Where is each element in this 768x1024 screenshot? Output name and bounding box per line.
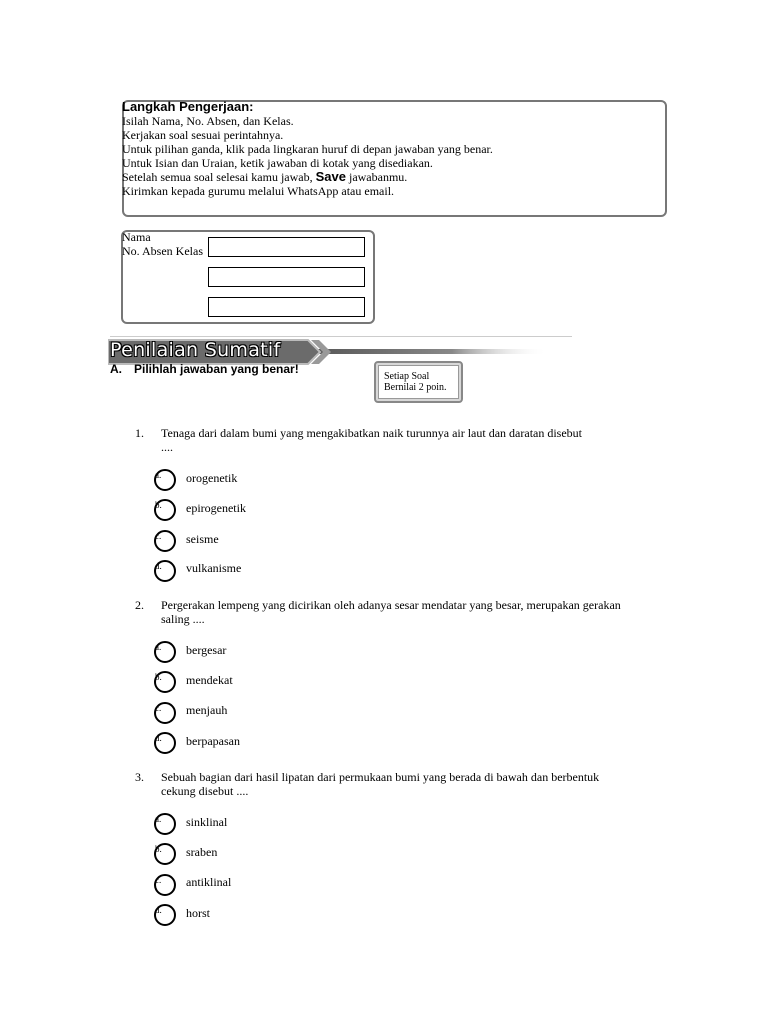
question-text	[161, 598, 661, 626]
instruction-line: Kerjakan soal sesuai perintahnya.	[122, 128, 284, 142]
save-keyword: Save	[315, 169, 346, 184]
option-letter: b.	[155, 672, 162, 682]
option-text: mendekat	[186, 673, 233, 687]
question-line: Pergerakan lempeng yang dicirikan oleh adanya sesar mendatar yang besar, merupakan gerakan	[161, 598, 621, 612]
section-instruction: Pilihlah jawaban yang benar!	[134, 362, 299, 376]
kelas-label: Kelas	[175, 244, 203, 258]
option-letter: a.	[155, 470, 162, 480]
question-number: 3.	[135, 770, 144, 784]
option-letter: a.	[155, 642, 162, 652]
instruction-line: Isilah Nama, No. Absen, dan Kelas.	[122, 114, 294, 128]
absen-label: No. Absen	[122, 244, 173, 258]
absen-kelas-labels	[122, 244, 203, 258]
option-text: bergesar	[186, 643, 227, 657]
question-line: saling ....	[161, 612, 205, 626]
question-line: Tenaga dari dalam bumi yang mengakibatkan naik turunnya air laut dan daratan disebut	[161, 426, 583, 440]
divider	[110, 336, 572, 337]
banner-title: Penilaian Sumatif	[110, 339, 281, 361]
option-text: orogenetik	[186, 471, 238, 485]
option-text: epirogenetik	[186, 501, 246, 515]
option-text: vulkanisme	[186, 561, 242, 575]
instruction-text: jawabanmu.	[345, 170, 408, 184]
absen-field[interactable]	[208, 267, 365, 287]
question-number: 1.	[135, 426, 144, 440]
instruction-line: Untuk Isian dan Uraian, ketik jawaban di kotak yang disediakan.	[122, 156, 433, 170]
section-heading	[110, 362, 299, 376]
question-text	[161, 770, 661, 798]
name-field[interactable]	[208, 237, 365, 257]
question-line: Sebuah bagian dari hasil lipatan dari permukaan bumi yang berada di bawah dan berbentuk	[161, 770, 600, 784]
option-letter: c.	[155, 703, 162, 713]
option-letter: c.	[155, 875, 162, 885]
instruction-line: Untuk pilihan ganda, klik pada lingkaran huruf di depan jawaban yang benar.	[122, 142, 493, 156]
instruction-line: Kirimkan kepada gurumu melalui WhatsApp atau email.	[122, 184, 395, 198]
option-text: sraben	[186, 845, 218, 859]
name-label: Nama	[122, 230, 151, 244]
option-letter: a.	[155, 814, 162, 824]
instruction-text: Setelah semua soal selesai kamu jawab,	[122, 170, 316, 184]
instructions-text	[122, 100, 667, 198]
section-letter: A.	[110, 362, 122, 376]
option-letter: d.	[155, 733, 162, 743]
option-text: sinklinal	[186, 815, 228, 829]
option-text: horst	[186, 906, 210, 920]
option-letter: d.	[155, 561, 162, 571]
option-letter: c.	[155, 531, 162, 541]
option-text: berpapasan	[186, 734, 240, 748]
question-line: cekung disebut ....	[161, 784, 249, 798]
instructions-title: Langkah Pengerjaan:	[122, 99, 254, 114]
kelas-field[interactable]	[208, 297, 365, 317]
instruction-line	[122, 170, 667, 184]
option-text: seisme	[186, 532, 219, 546]
question-line: ....	[161, 440, 173, 454]
option-text: antiklinal	[186, 875, 232, 889]
option-text: menjauh	[186, 703, 228, 717]
question-text	[161, 426, 661, 454]
option-letter: b.	[155, 844, 162, 854]
question-number: 2.	[135, 598, 144, 612]
score-note: Setiap Soal Bernilai 2 poin.	[378, 365, 459, 399]
option-letter: d.	[155, 905, 162, 915]
option-letter: b.	[155, 500, 162, 510]
